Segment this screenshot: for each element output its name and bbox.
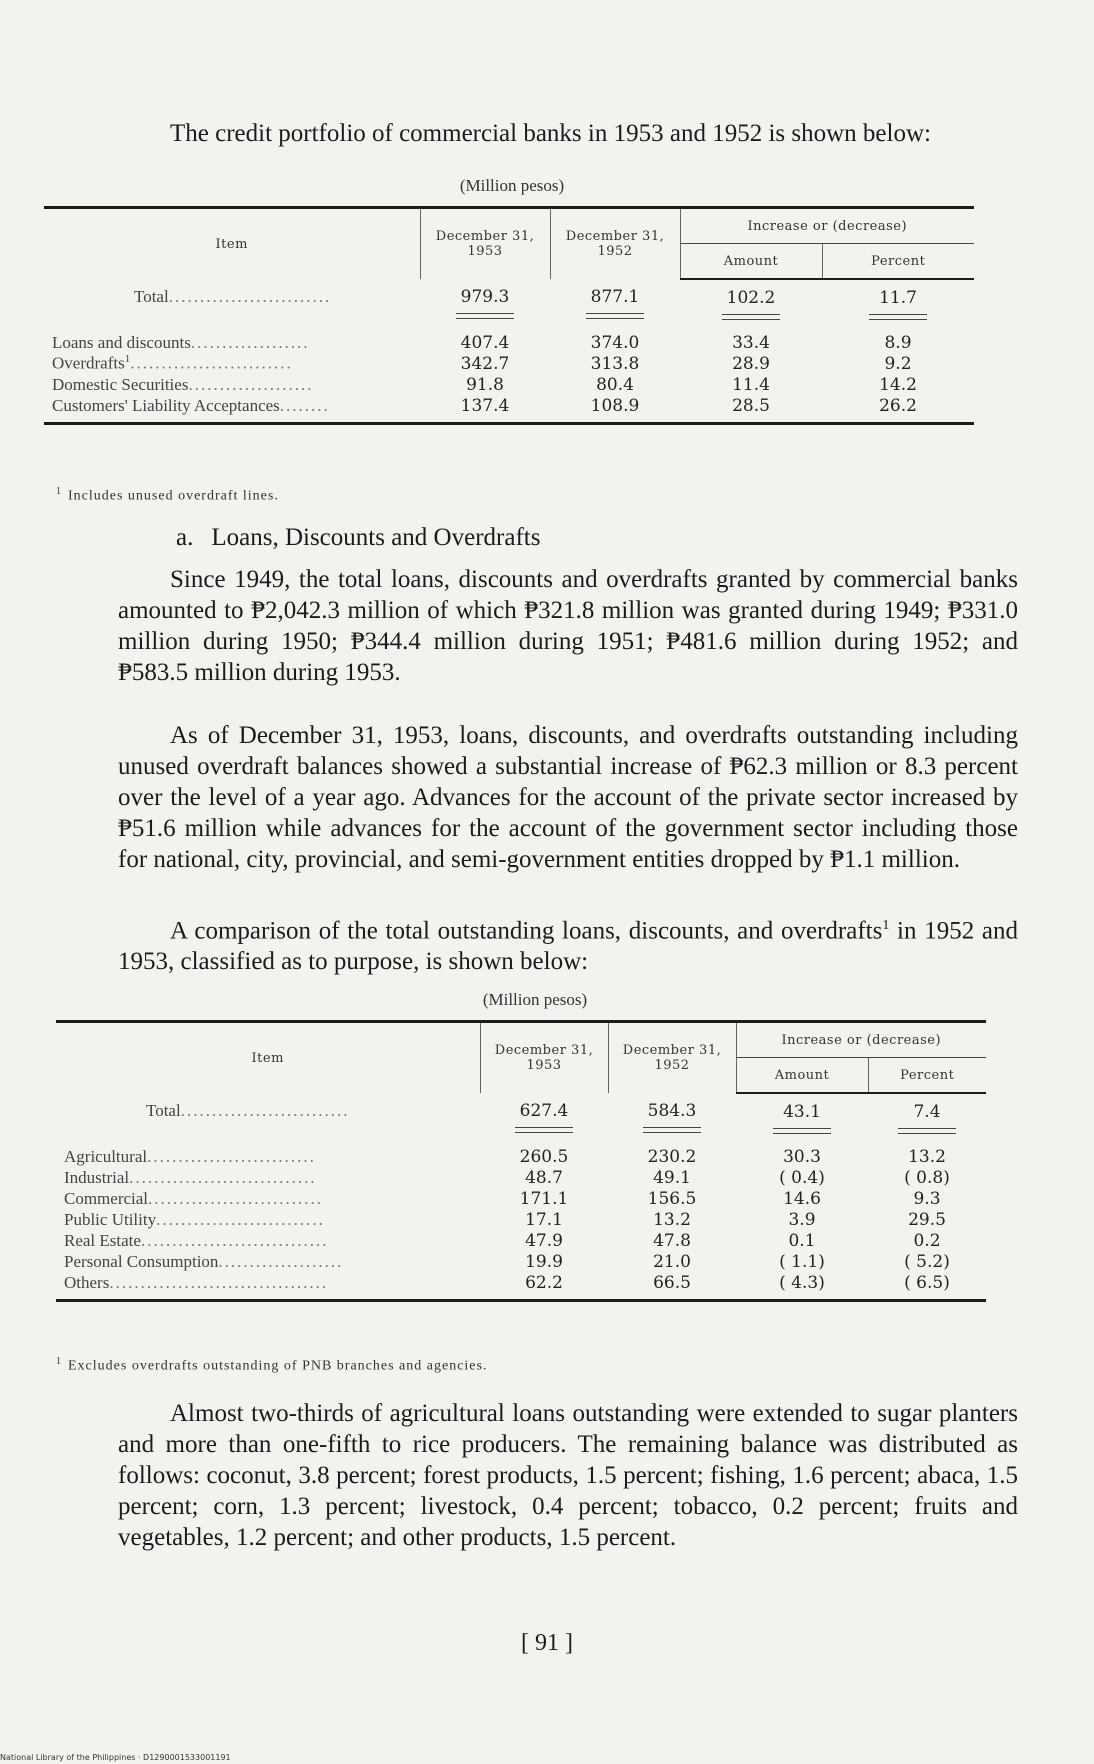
table-row: Real Estate.............................. 47.9 47.8 0.1 0.2 [56,1230,986,1251]
table-row: Overdrafts$^1$.......................... 342.7 313.8 28.9 9.2 [44,353,974,374]
cell-value: 14.2 [879,374,917,395]
cell-value: 407.4 [460,332,510,353]
cell-value: 13.2 [908,1146,946,1167]
row-label: Customers' Liability Acceptances [52,395,280,415]
cell-value: 260.5 [519,1146,569,1167]
table-row: Loans and discounts................... 407.4 374.0 33.4 8.9 [44,332,974,353]
cell-value: 62.2 [525,1272,563,1293]
table-row: Industrial.............................. 48.7 49.1 ( 0.4) ( 0.8) [56,1167,986,1188]
cell-value: 33.4 [732,332,770,353]
row-label: Domestic Securities [52,374,189,394]
row-label: Loans and discounts [52,332,191,352]
header-dec-1952: December 31, 1952 [608,1022,736,1094]
table-row: Customers' Liability Acceptances........ 137.4 108.9 28.5 26.2 [44,395,974,424]
table1-footnote: $^1$ Includes unused overdraft lines. [56,486,279,504]
cell-value: 979.3 [460,287,510,307]
footnote-mark: 1 [882,918,890,933]
page-number: [ 91 ] [521,1630,573,1656]
row-label: Agricultural [64,1146,148,1166]
section-title: Loans, Discounts and Overdrafts [211,524,541,551]
table-row: Commercial............................ 171.1 156.5 14.6 9.3 [56,1188,986,1209]
cell-value: 0.2 [913,1230,941,1251]
section-label: a. [176,524,194,551]
row-label: Total [146,1101,181,1120]
header-item: Item [56,1022,480,1094]
cell-value: 313.8 [590,353,640,374]
cell-value: 230.2 [647,1146,697,1167]
cell-value: 3.9 [788,1209,816,1230]
credit-portfolio-table [44,206,974,425]
table-row-total: Total........................... 627.4 584.3 43.1 7.4 [56,1093,986,1146]
cell-value: 14.6 [783,1188,821,1209]
cell-value: 13.2 [653,1209,691,1230]
table-row: Personal Consumption.................... 19.9 21.0 ( 1.1) ( 5.2) [56,1251,986,1272]
header-increase: Increase or (decrease) [736,1022,986,1058]
cell-value: 30.3 [783,1146,821,1167]
paragraph-agricultural-loans: Almost two-thirds of agricultural loans outstanding were extended to sugar planters and more than one-fifth to rice producers. The remaining balance was distributed as follows: coconut, 3.8 percent; forest products, 1.5 percent; fishing, 1.6 percent; abaca, 1.5 percent; corn, 1.3 percent; livestock, 0.4 percent; tobacco, 0.2 percent; fruits and vegetables, 1.2 percent; and other products, 1.5 percent. [118,1400,1018,1551]
cell-value: 66.5 [653,1272,691,1293]
cell-value: ( 4.3) [779,1272,825,1293]
cell-value: 11.4 [732,374,770,395]
cell-value: 156.5 [647,1188,697,1209]
header-amount: Amount [736,1058,868,1094]
paragraph-comparison: A comparison of the total outstanding loans, discounts, and overdrafts$^1$ in 1952 and 1953, classified as to purpose, is shown below: [118,917,1018,976]
loans-by-purpose-table [56,1020,986,1302]
cell-value: ( 1.1) [779,1251,825,1272]
cell-value: 171.1 [519,1188,569,1209]
row-label: Industrial [64,1167,130,1187]
cell-value: 102.2 [726,288,776,308]
cell-value: 8.9 [884,332,912,353]
paragraph-outstanding-1953: As of December 31, 1953, loans, discounts, and overdrafts outstanding including unused overdraft balances showed a substantial increase of ₱62.3 million or 8.3 percent over the level of a year ago. Advances for the account of the private sector increased by ₱51.6 million while advances for the account of the government sector including those for national, city, provincial, and semi-government entities dropped by ₱1.1 million. [118,722,1018,873]
row-label: Commercial [64,1188,149,1208]
cell-value: 17.1 [525,1209,563,1230]
cell-value: ( 6.5) [904,1272,950,1293]
cell-value: 11.7 [879,288,917,308]
row-label: Personal Consumption [64,1251,219,1271]
cell-value: 877.1 [590,287,640,307]
header-dec-1952: December 31, 1952 [550,208,680,280]
header-amount: Amount [680,244,822,280]
cell-value: 47.9 [525,1230,563,1251]
header-increase: Increase or (decrease) [680,208,974,244]
cell-value: 7.4 [913,1102,941,1122]
row-label: Others [64,1272,110,1292]
cell-value: 9.3 [913,1188,941,1209]
header-percent: Percent [868,1058,986,1094]
cell-value: 91.8 [466,374,504,395]
cell-value: 80.4 [596,374,634,395]
archive-credit: National Library of the Philippines · D1290001533001191 [0,1753,231,1762]
header-item: Item [44,208,420,280]
table-row-total: Total.......................... 979.3 877.1 102.2 11.7 [44,279,974,332]
row-label: Public Utility [64,1209,157,1229]
cell-value: 28.5 [732,395,770,416]
header-percent: Percent [822,244,974,280]
header-dec-1953: December 31, 1953 [420,208,550,280]
cell-value: 9.2 [884,353,912,374]
cell-value: 21.0 [653,1251,691,1272]
cell-value: 49.1 [653,1167,691,1188]
paragraph-loans-since-1949: Since 1949, the total loans, discounts and overdrafts granted by commercial banks amounted to ₱2,042.3 million of which ₱321.8 million was granted during 1949; ₱331.0 million during 1950; ₱344.4 million during 1951; ₱481.6 million during 1952; and ₱583.5 million during 1953. [118,566,1018,686]
cell-value: 627.4 [519,1101,569,1121]
table2-unit: (Million pesos) [482,990,588,1009]
cell-value: 342.7 [460,353,510,374]
cell-value: 28.9 [732,353,770,374]
table2-footnote: $^1$ Excludes overdrafts outstanding of PNB branches and agencies. [56,1356,488,1374]
header-dec-1953: December 31, 1953 [480,1022,608,1094]
cell-value: ( 0.4) [779,1167,825,1188]
row-label: Total [134,287,169,306]
row-label: Overdrafts [52,353,125,373]
table1-unit: (Million pesos) [459,176,565,195]
cell-value: ( 0.8) [904,1167,950,1188]
row-label: Real Estate [64,1230,141,1250]
table-row: Domestic Securities.................... 91.8 80.4 11.4 14.2 [44,374,974,395]
cell-value: 29.5 [908,1209,946,1230]
cell-value: ( 5.2) [904,1251,950,1272]
footnote-mark: 1 [124,353,131,366]
cell-value: 374.0 [590,332,640,353]
cell-value: 26.2 [879,395,917,416]
table-row: Agricultural........................... 260.5 230.2 30.3 13.2 [56,1146,986,1167]
cell-value: 108.9 [590,395,640,416]
cell-value: 137.4 [460,395,510,416]
table-row: Public Utility........................... 17.1 13.2 3.9 29.5 [56,1209,986,1230]
cell-value: 47.8 [653,1230,691,1251]
cell-value: 43.1 [783,1102,821,1122]
cell-value: 19.9 [525,1251,563,1272]
intro-paragraph: The credit portfolio of commercial banks in 1953 and 1952 is shown below: [170,120,931,147]
table-row: Others................................... 62.2 66.5 ( 4.3) ( 6.5) [56,1272,986,1301]
cell-value: 584.3 [647,1101,697,1121]
cell-value: 0.1 [788,1230,816,1251]
cell-value: 48.7 [525,1167,563,1188]
section-heading [176,524,540,552]
